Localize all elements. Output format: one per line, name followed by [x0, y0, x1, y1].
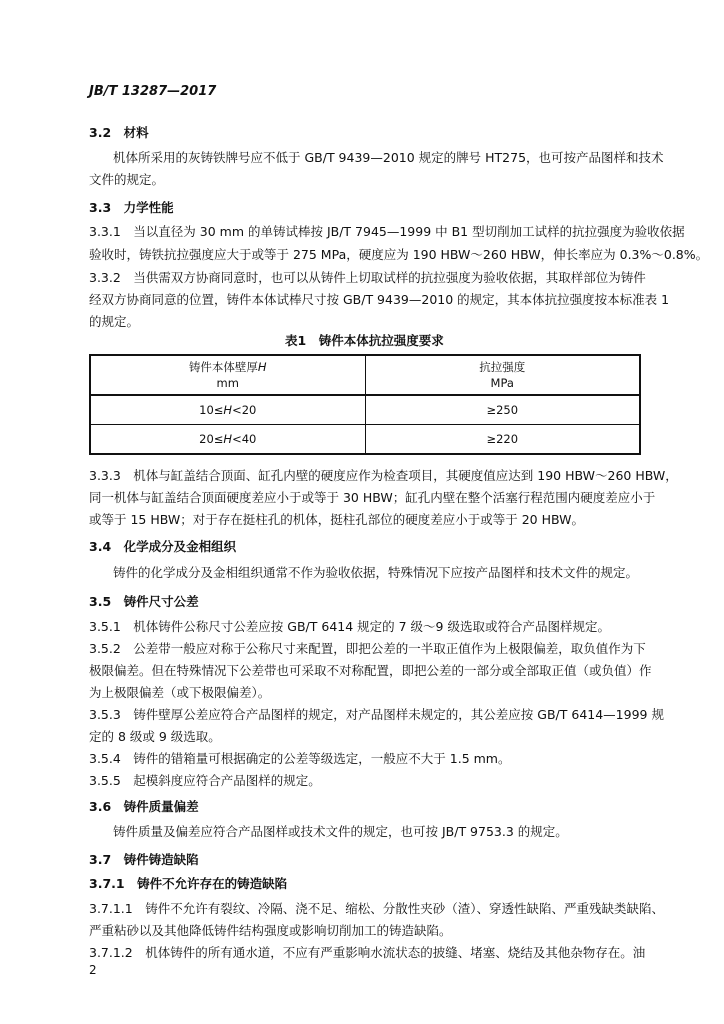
tensile-strength-label: 抗拉强度 — [479, 360, 526, 374]
paragraph-line: 定的 8 级或 9 级选取。 — [89, 729, 221, 744]
section-heading-3-5: 3.5 铸件尺寸公差 — [89, 594, 199, 609]
paragraph-line: 铸件的化学成分及金相组织通常不作为验收依据，特殊情况下应按产品图样和技术文件的规定。 — [113, 565, 639, 580]
paragraph-line: 3.7.1.2 机体铸件的所有通水道，不应有严重影响水流状态的披缝、堵塞、烧结及其他杂物存在。油 — [89, 945, 646, 960]
table-cell-strength: ≥250 — [365, 395, 640, 425]
paragraph-line: 3.5.2 公差带一般应对称于公称尺寸来配置，即把公差的一半取正值作为上极限偏差，取负值作为下 — [89, 641, 646, 656]
wall-thickness-variable: H — [257, 360, 267, 374]
paragraph-line: 3.5.5 起模斜度应符合产品图样的规定。 — [89, 773, 321, 788]
section-heading-3-7: 3.7 铸件铸造缺陷 — [89, 852, 199, 867]
paragraph-line: 文件的规定。 — [89, 172, 165, 187]
table-cell-strength: ≥220 — [365, 425, 640, 455]
table-row — [90, 425, 640, 455]
paragraph-line: 验收时，铸铁抗拉强度应大于或等于 275 MPa，硬度应为 190 HBW～260 HBW，伸长率应为 0.3%～0.8%。 — [89, 247, 709, 262]
wall-thickness-unit: mm — [216, 376, 239, 390]
column-header-wall-thickness — [90, 355, 365, 395]
page-number: 2 — [89, 963, 97, 977]
paragraph-line: 3.5.4 铸件的错箱量可根据确定的公差等级选定，一般应不大于 1.5 mm。 — [89, 751, 511, 766]
paragraph-line: 为上极限偏差（或下极限偏差）。 — [89, 685, 271, 700]
paragraph-line: 同一机体与缸盖结合顶面硬度差应小于或等于 30 HBW；缸孔内壁在整个活塞行程范围内硬度差应小于 — [89, 490, 656, 505]
section-heading-3-2: 3.2 材料 — [89, 125, 149, 140]
paragraph-line: 3.5.1 机体铸件公称尺寸公差应按 GB/T 6414 规定的 7 级～9 级选取或符合产品图样规定。 — [89, 619, 610, 634]
paragraph-line: 3.3.2 当供需双方协商同意时，也可以从铸件上切取试样的抗拉强度为验收依据，其取样部位为铸件 — [89, 270, 646, 285]
section-heading-3-4: 3.4 化学成分及金相组织 — [89, 539, 237, 554]
tensile-strength-unit: MPa — [490, 376, 514, 390]
paragraph-line: 机体所采用的灰铸铁牌号应不低于 GB/T 9439—2010 规定的牌号 HT275，也可按产品图样和技术 — [113, 150, 664, 165]
table-title: 表1 铸件本体抗拉强度要求 — [285, 333, 444, 348]
tensile-strength-table — [89, 354, 641, 455]
paragraph-line: 的规定。 — [89, 314, 140, 329]
table-row — [90, 395, 640, 425]
table-cell-thickness: 20≤H<40 — [90, 425, 365, 455]
column-header-tensile-strength — [365, 355, 640, 395]
paragraph-line: 经双方协商同意的位置，铸件本体试棒尺寸按 GB/T 9439—2010 的规定，其本体抗拉强度按本标准表 1 — [89, 292, 670, 307]
paragraph-line: 3.5.3 铸件壁厚公差应符合产品图样的规定，对产品图样未规定的，其公差应按 GB/T 6414—1999 规 — [89, 707, 664, 722]
wall-thickness-label: 铸件本体壁厚 — [188, 360, 258, 374]
section-heading-3-3: 3.3 力学性能 — [89, 200, 174, 215]
paragraph-line: 或等于 15 HBW；对于存在挺柱孔的机体，挺柱孔部位的硬度差应小于或等于 20 HBW。 — [89, 512, 584, 527]
standard-number: JB/T 13287—2017 — [89, 84, 217, 99]
paragraph-line: 3.3.1 当以直径为 30 mm 的单铸试棒按 JB/T 7945—1999 中 B1 型切削加工试样的抗拉强度为验收依据 — [89, 224, 685, 239]
table-cell-thickness: 10≤H<20 — [90, 395, 365, 425]
paragraph-line: 极限偏差。但在特殊情况下公差带也可采取不对称配置，即把公差的一部分或全部取正值（或负值）作 — [89, 663, 652, 678]
section-heading-3-7-1: 3.7.1 铸件不允许存在的铸造缺陷 — [89, 876, 288, 891]
paragraph-line: 严重粘砂以及其他降低铸件结构强度或影响切削加工的铸造缺陷。 — [89, 923, 452, 938]
paragraph-line: 3.7.1.1 铸件不允许有裂纹、冷隔、浇不足、缩松、分散性夹砂（渣）、穿透性缺陷、严重残缺类缺陷、 — [89, 901, 664, 916]
section-heading-3-6: 3.6 铸件质量偏差 — [89, 799, 199, 814]
paragraph-line: 铸件质量及偏差应符合产品图样或技术文件的规定，也可按 JB/T 9753.3 的规定。 — [113, 824, 568, 839]
paragraph-line: 3.3.3 机体与缸盖结合顶面、缸孔内壁的硬度应作为检查项目，其硬度值应达到 190 HBW～260 HBW， — [89, 468, 678, 483]
